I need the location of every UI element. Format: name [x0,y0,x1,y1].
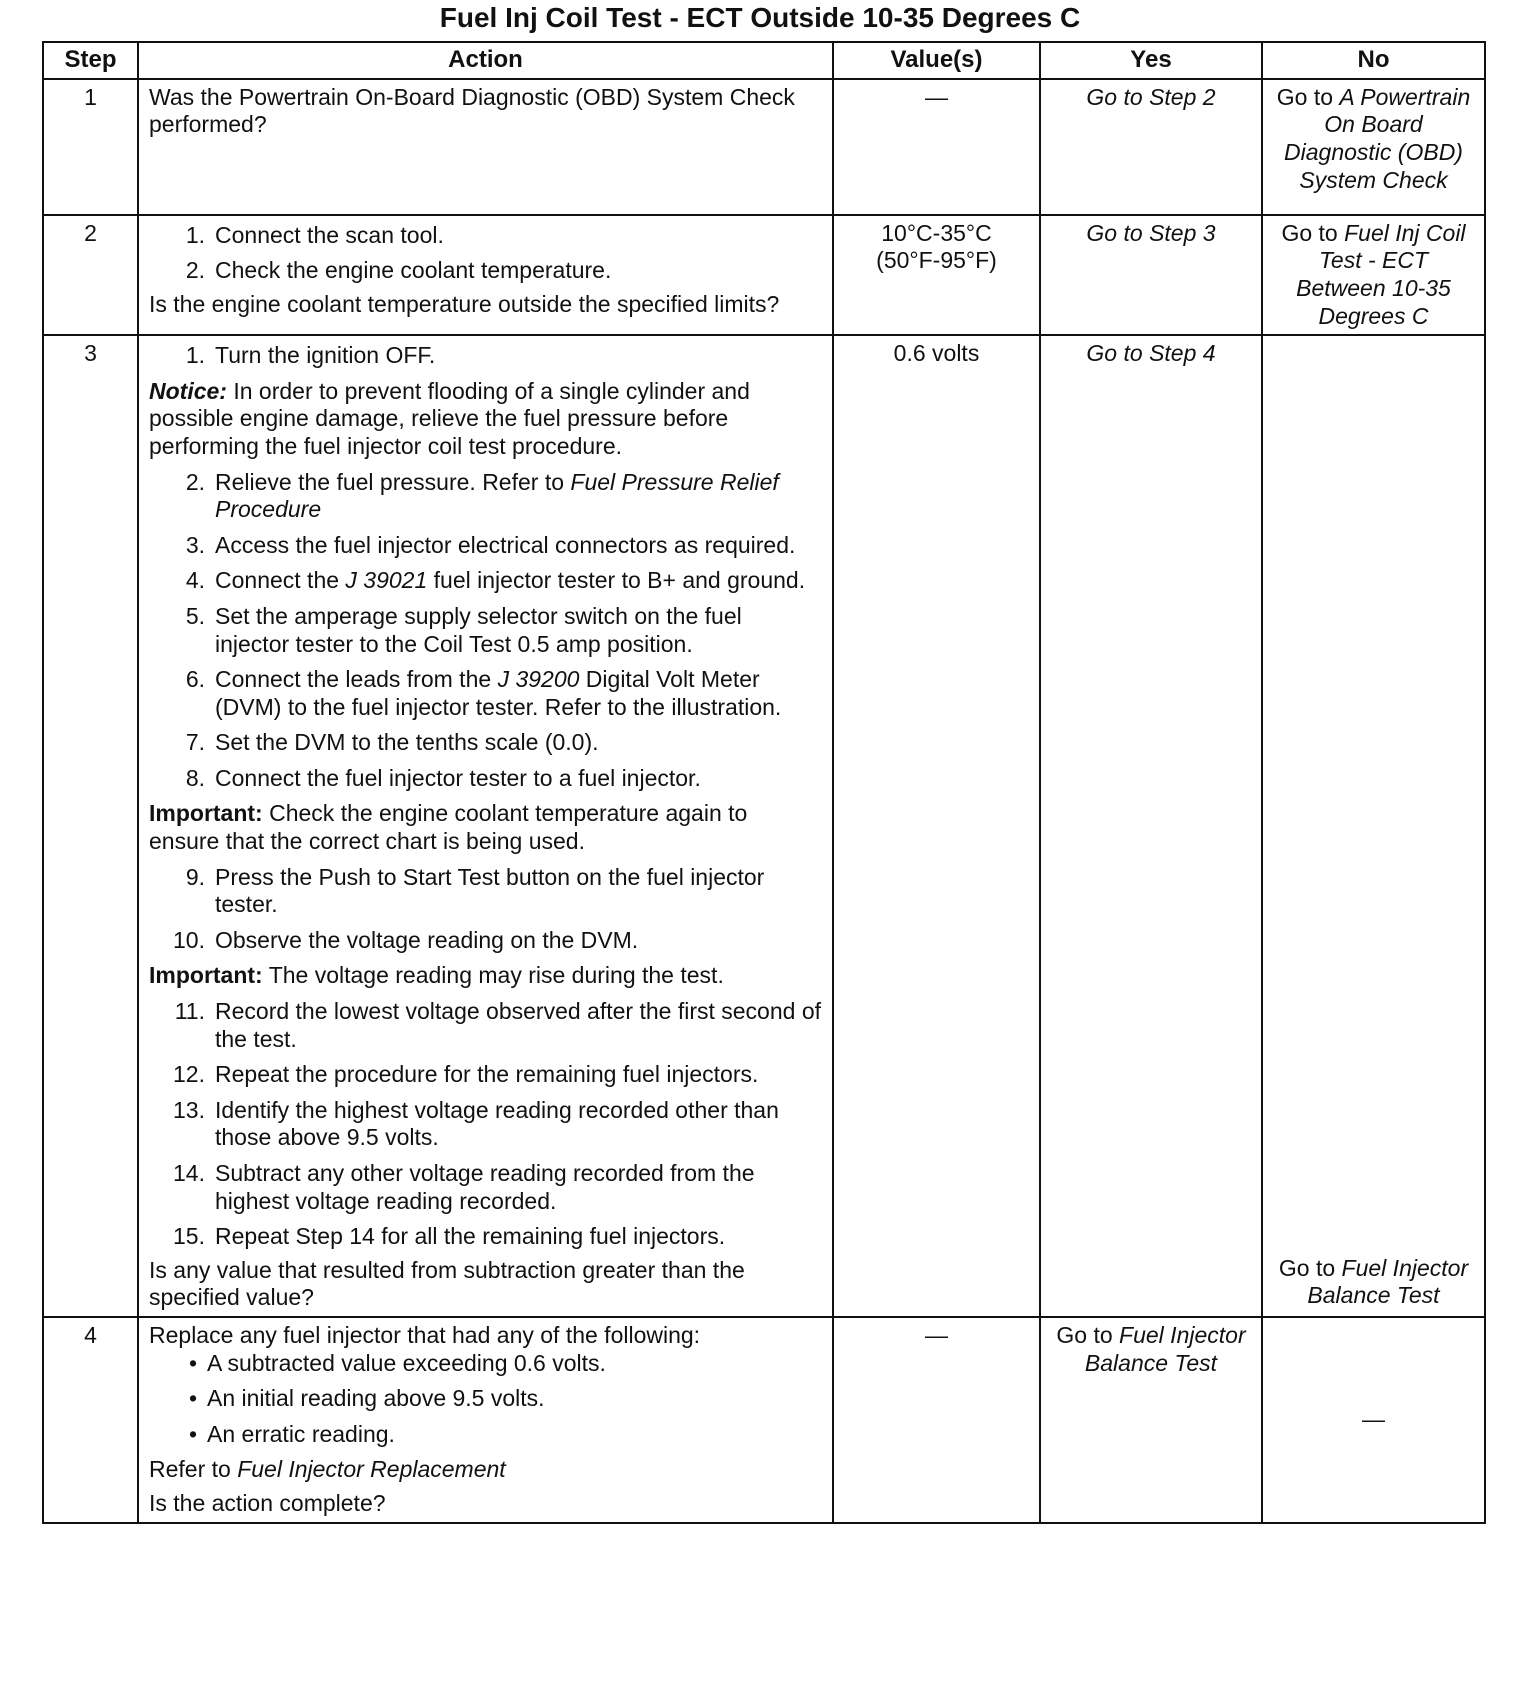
action-question: Is any value that resulted from subtraction greater than the specified value? [149,1256,745,1311]
value-cell [833,215,1040,335]
table-row-step-1 [43,79,1485,215]
table-row-step-3 [43,335,1485,1317]
list-item: 11. Record the lowest voltage observed after the first second of the test. [174,998,821,1052]
bullet-list [149,1350,822,1449]
value-cell: — [833,79,1040,215]
action-list [149,469,822,793]
action-question: Was the Powertrain On-Board Diagnostic (OBD) System Check performed? [149,83,795,138]
action-list [149,864,822,955]
yes-cell [1040,79,1262,215]
reference-link[interactable]: Fuel Injector Replacement [237,1456,506,1483]
table-row-step-4 [43,1317,1485,1523]
action-cell [138,215,833,335]
action-question: Is the engine coolant temperature outside the specified limits? [149,290,780,317]
action-cell [138,335,833,1317]
list-item: 5. Set the amperage supply selector switch on the fuel injector tester to the Coil Test 0.5 amp position. [185,602,742,657]
no-link[interactable]: A Powertrain On Board Diagnostic (OBD) System Check [1284,83,1471,193]
action-cell [138,79,833,215]
action-list [149,222,822,285]
list-item: 1. Connect the scan tool. [185,221,444,248]
value-celsius: 10°C-35°C [881,219,992,246]
list-item: • A subtracted value exceeding 0.6 volts. [188,1349,606,1376]
reference-link[interactable]: Fuel Pressure Relief Procedure [215,468,779,523]
list-item: 1. Turn the ignition OFF. [185,342,436,369]
yes-prefix: Go to [1056,1321,1120,1348]
list-item: 14. Subtract any other voltage reading recorded from the highest voltage reading recorded. [173,1160,755,1214]
notice-note: Notice: In order to prevent flooding of a single cylinder and possible engine damage, relieve the fuel pressure before performing the fuel injector coil test procedure. [149,377,750,459]
list-item: 13. Identify the highest voltage reading recorded other than those above 9.5 volts. [173,1096,779,1151]
yes-cell [1040,335,1262,1317]
header-action: Action [138,42,833,79]
list-item: 2. Check the engine coolant temperature. [185,257,612,284]
list-item: 3. Access the fuel injector electrical connectors as required. [185,531,796,558]
action-intro: Replace any fuel injector that had any of the following: [149,1321,701,1348]
important-note: Important: Check the engine coolant temperature again to ensure that the correct chart is being used. [149,800,748,855]
yes-link[interactable]: Fuel Injector Balance Test [1084,1321,1246,1376]
list-item: 10. Observe the voltage reading on the DVM. [173,926,639,953]
diagnostic-table [42,41,1486,1524]
yes-cell [1040,1317,1262,1523]
value-cell: 0.6 volts [833,335,1040,1317]
step-number: 4 [43,1317,138,1523]
no-cell: — [1262,1317,1485,1523]
header-row [43,42,1485,79]
no-prefix: Go to [1278,1254,1342,1281]
list-item: • An initial reading above 9.5 volts. [188,1385,545,1412]
header-yes: Yes [1040,42,1262,79]
action-cell [138,1317,833,1523]
value-fahrenheit: (50°F-95°F) [876,247,997,274]
no-link[interactable]: Fuel Injector Balance Test [1307,1254,1469,1309]
no-link[interactable]: Fuel Inj Coil Test - ECT Between 10-35 Degrees C [1296,219,1466,329]
no-prefix: Go to [1276,83,1340,110]
list-item: 9. Press the Push to Start Test button on the fuel injector tester. [185,863,765,918]
tool-number: J 39200 [497,666,580,693]
list-item: 15. Repeat Step 14 for all the remaining fuel injectors. [173,1223,726,1250]
no-cell [1262,215,1485,335]
header-values: Value(s) [833,42,1040,79]
list-item: 12. Repeat the procedure for the remaining fuel injectors. [173,1061,759,1088]
list-item: 4. Connect the J 39021 fuel injector tester to B+ and ground. [185,567,806,594]
step-number: 3 [43,335,138,1317]
action-question: Is the action complete? [149,1489,386,1516]
list-item: 7. Set the DVM to the tenths scale (0.0). [185,729,599,756]
list-item: 6. Connect the leads from the J 39200 Digital Volt Meter (DVM) to the fuel injector tester. Refer to the illustration. [185,666,782,720]
action-list [149,998,822,1251]
yes-cell [1040,215,1262,335]
list-item: 8. Connect the fuel injector tester to a fuel injector. [185,764,701,791]
step-number: 1 [43,79,138,215]
no-cell [1262,79,1485,215]
document-title: Fuel Inj Coil Test - ECT Outside 10-35 Degrees C [439,2,1081,33]
header-no: No [1262,42,1485,79]
action-list [149,342,822,370]
no-cell [1262,335,1485,1317]
action-refer: Refer to Fuel Injector Replacement [149,1456,506,1483]
yes-link[interactable]: Go to Step 4 [1086,340,1216,367]
important-note: Important: The voltage reading may rise during the test. [149,962,724,989]
list-item: 2. Relieve the fuel pressure. Refer to Fuel Pressure Relief Procedure [185,468,779,523]
tool-number: J 39021 [345,567,428,594]
table-row-step-2 [43,215,1485,335]
yes-link[interactable]: Go to Step 3 [1086,219,1216,246]
header-step: Step [43,42,138,79]
step-number: 2 [43,215,138,335]
yes-link[interactable]: Go to Step 2 [1086,83,1216,110]
value-cell: — [833,1317,1040,1523]
no-prefix: Go to [1281,219,1345,246]
list-item: • An erratic reading. [188,1420,395,1447]
